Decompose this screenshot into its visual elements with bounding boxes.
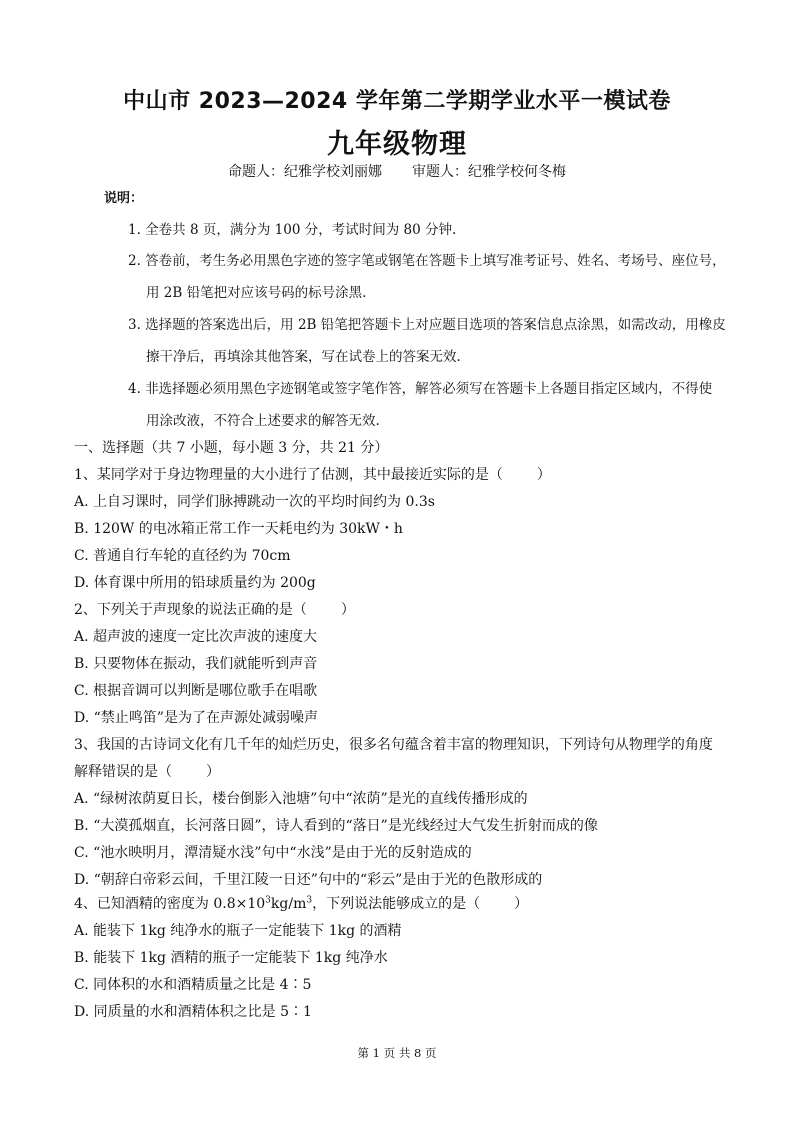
question-3-option-d: D. “朝辞白帝彩云间，千里江陵一日还”句中的“彩云”是由于光的色散形成的: [74, 872, 543, 888]
question-4-option-c: C. 同体积的水和酒精质量之比是 4∶5: [74, 977, 312, 993]
question-1-option-d: D. 体育课中所用的铅球质量约为 200g: [74, 575, 316, 591]
question-2-option-b: B. 只要物体在振动，我们就能听到声音: [74, 656, 318, 672]
question-4-option-b: B. 能装下 1kg 酒精的瓶子一定能装下 1kg 纯净水: [74, 950, 388, 966]
authors-line: [0, 161, 794, 181]
question-1-option-c: C. 普通自行车轮的直径约为 70cm: [74, 548, 291, 564]
notes-heading: 说明：: [104, 191, 144, 206]
question-2-stem: [74, 599, 355, 619]
note-item-3-cont: 擦干净后，再填涂其他答案，写在试卷上的答案无效.: [146, 349, 461, 365]
question-1-option-b: B. 120W 的电冰箱正常工作一天耗电约为 30kW・h: [74, 521, 403, 537]
question-4-exponent-2: 3: [306, 895, 313, 906]
section-heading: 一、选择题（共 7 小题，每小题 3 分，共 21 分）: [74, 440, 389, 456]
question-3-stem-cont: [74, 761, 220, 781]
question-2-paren-close: ）: [340, 602, 355, 618]
question-4-text-a: 4、已知酒精的密度为 0.8×10: [74, 896, 266, 912]
note-item-1: 1. 全卷共 8 页，满分为 100 分，考试时间为 80 分钟.: [128, 222, 457, 238]
question-4-paren-close: ）: [514, 896, 529, 912]
question-4-option-a: A. 能装下 1kg 纯净水的瓶子一定能装下 1kg 的酒精: [74, 923, 402, 939]
note-item-2: 2. 答卷前，考生务必用黑色字迹的签字笔或钢笔在答题卡上填写准考证号、姓名、考场号、座位号，: [128, 253, 726, 269]
note-item-4-cont: 用涂改液，不符合上述要求的解答无效.: [146, 413, 380, 429]
question-2-option-c: C. 根据音调可以判断是哪位歌手在唱歌: [74, 683, 318, 699]
question-3-option-b: B. “大漠孤烟直，长河落日圆”，诗人看到的“落日”是光线经过大气发生折射而成的像: [74, 818, 598, 834]
question-2-option-d: D. “禁止鸣笛”是为了在声源处减弱噪声: [74, 710, 318, 726]
question-2-text: 2、下列关于声现象的说法正确的是（: [74, 602, 307, 618]
note-item-2-cont: 用 2B 铅笔把对应该号码的标号涂黑.: [146, 285, 367, 301]
question-4-exponent-1: 3: [265, 895, 271, 906]
question-1-stem: [74, 464, 551, 484]
question-4-text-c: ，下列说法能够成立的是（: [312, 896, 481, 912]
question-4-option-d: D. 同质量的水和酒精体积之比是 5∶1: [74, 1004, 312, 1020]
question-1-text: 1、某同学对于身边物理量的大小进行了估测，其中最接近实际的是（: [74, 467, 503, 483]
question-3-option-c: C. “池水映明月，潭清疑水浅”句中“水浅”是由于光的反射造成的: [74, 845, 472, 861]
page-footer: 第 1 页 共 8 页: [357, 1046, 437, 1060]
question-4-stem: [74, 893, 528, 913]
question-3-text: 解释错误的是（: [74, 764, 172, 780]
question-1-option-a: A. 上自习课时，同学们脉搏跳动一次的平均时间约为 0.3s: [74, 494, 435, 510]
question-2-option-a: A. 超声波的速度一定比次声波的速度大: [74, 629, 318, 645]
question-4-text-b: kg/m: [270, 896, 307, 912]
reviewer-name: 审题人：纪雅学校何冬梅: [412, 164, 566, 180]
question-3-paren-close: ）: [206, 764, 220, 780]
author-name: 命题人：纪雅学校刘丽娜: [228, 164, 382, 180]
note-item-4: 4. 非选择题必须用黑色字迹钢笔或签字笔作答，解答必须写在答题卡上各题目指定区域内，不得使: [128, 381, 713, 397]
note-item-3: 3. 选择题的答案选出后，用 2B 铅笔把答题卡上对应题目选项的答案信息点涂黑，如需改动，用橡皮: [128, 317, 726, 333]
question-3-stem: 3、我国的古诗词文化有几千年的灿烂历史，很多名句蕴含着丰富的物理知识，下列诗句从物理学的角度: [74, 737, 713, 753]
question-1-paren-close: ）: [536, 467, 551, 483]
exam-title: 中山市 2023—2024 学年第二学期学业水平一模试卷: [123, 89, 671, 114]
exam-subject: 九年级物理: [327, 129, 467, 160]
question-3-option-a: A. “绿树浓荫夏日长，楼台倒影入池塘”句中“浓荫”是光的直线传播形成的: [74, 791, 528, 807]
